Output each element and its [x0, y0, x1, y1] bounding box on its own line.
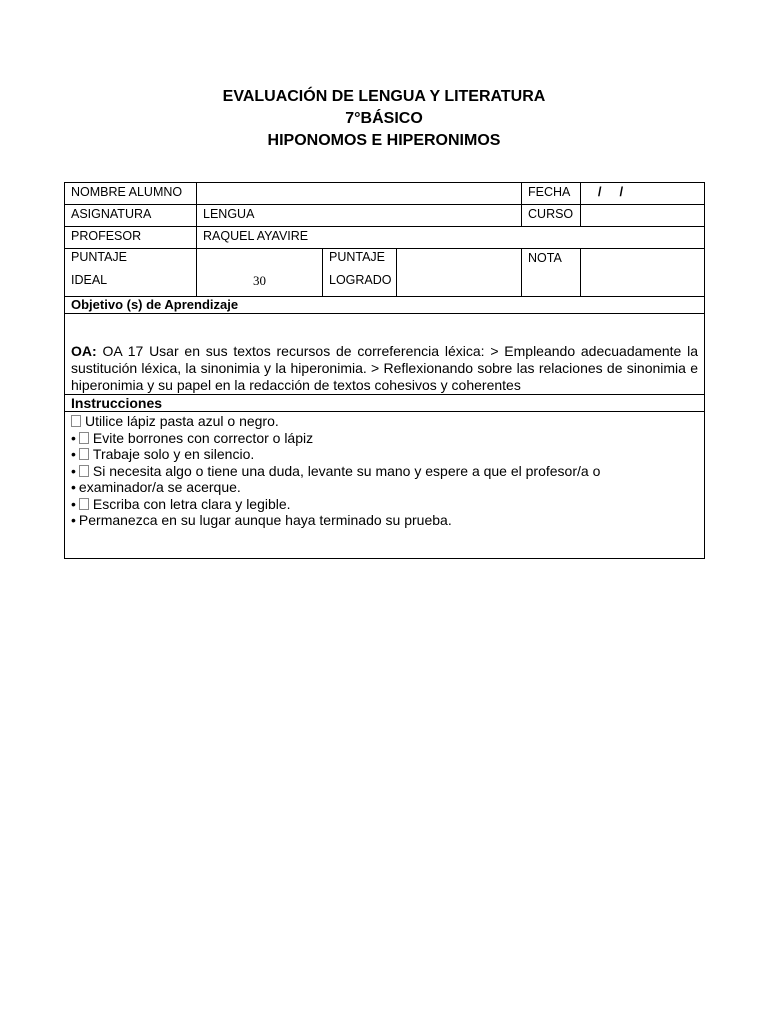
checkbox-glyph-icon — [79, 448, 89, 460]
row-nombre — [65, 183, 705, 205]
instruction-item: • Trabaje solo y en silencio. — [71, 446, 255, 462]
asignatura-value: LENGUA — [197, 205, 522, 227]
asignatura-label: ASIGNATURA — [65, 205, 197, 227]
puntaje-logrado-label — [323, 249, 397, 297]
row-instrucciones-body — [65, 412, 705, 559]
puntaje-logrado-field[interactable] — [397, 249, 522, 297]
instruction-item: Utilice lápiz pasta azul o negro. — [71, 413, 698, 430]
bullet-icon: • — [71, 429, 76, 446]
puntaje-ideal-value: 30 — [197, 249, 323, 297]
curso-field[interactable] — [581, 205, 705, 227]
row-profesor — [65, 227, 705, 249]
row-objetivo-body — [65, 314, 705, 395]
puntaje-ideal-label — [65, 249, 197, 297]
bullet-icon: • — [71, 479, 76, 495]
fecha-field[interactable] — [581, 183, 705, 205]
instruction-item: • Escriba con letra clara y legible. — [71, 495, 291, 512]
grade-level: 7°BÁSICO — [345, 110, 423, 127]
puntaje-logrado-label-line2: LOGRADO — [329, 273, 392, 287]
objetivo-title: Objetivo (s) de Aprendizaje — [65, 297, 705, 314]
topic-title: HIPONOMOS E HIPERONIMOS — [267, 132, 501, 149]
nota-field[interactable] — [581, 249, 705, 297]
bullet-icon: • — [71, 462, 76, 479]
nombre-field[interactable] — [197, 183, 522, 205]
fecha-label: FECHA — [522, 183, 581, 205]
checkbox-glyph-icon — [79, 498, 89, 510]
instruction-item: • Permanezca en su lugar aunque haya terminado su prueba. — [71, 512, 452, 528]
puntaje-ideal-label-line1: PUNTAJE — [71, 250, 128, 264]
nota-label: NOTA — [522, 249, 581, 297]
oa-label: OA: — [71, 343, 97, 359]
document-header — [0, 86, 768, 152]
checkbox-glyph-icon — [79, 465, 89, 477]
instruction-item: • examinador/a se acerque. — [71, 479, 241, 495]
puntaje-ideal-label-line2: IDEAL — [71, 273, 108, 287]
row-puntaje — [65, 249, 705, 297]
row-objetivo-header — [65, 297, 705, 314]
oa-description: OA 17 Usar en sus textos recursos de correferencia léxica: > Empleando adecuadamente la sustitución léxica, la sinonimia y la hiperonimia. > Reflexionando sobre las relaciones de sinonimia e hiperonimia y su papel en la redacción de textos cohesivos y coherentes — [71, 343, 699, 393]
profesor-label: PROFESOR — [65, 227, 197, 249]
evaluation-form-table — [64, 182, 705, 559]
instruction-item: • Si necesita algo o tiene una duda, levante su mano y espere a que el profesor/a o — [71, 462, 601, 479]
profesor-value: RAQUEL AYAVIRE — [197, 227, 705, 249]
row-asignatura — [65, 205, 705, 227]
instrucciones-title: Instrucciones — [65, 395, 705, 412]
objetivo-text — [65, 314, 705, 395]
fecha-value: / / — [587, 184, 624, 199]
bullet-icon: • — [71, 446, 76, 462]
nombre-label: NOMBRE ALUMNO — [65, 183, 197, 205]
document-title: EVALUACIÓN DE LENGUA Y LITERATURA — [222, 88, 546, 105]
checkbox-glyph-icon — [71, 415, 81, 427]
checkbox-glyph-icon — [79, 432, 89, 444]
bullet-icon: • — [71, 495, 76, 512]
puntaje-logrado-label-line1: PUNTAJE — [329, 250, 386, 264]
instrucciones-list — [65, 412, 705, 559]
instruction-item: • Evite borrones con corrector o lápiz — [71, 429, 314, 446]
curso-label: CURSO — [522, 205, 581, 227]
row-instrucciones-header — [65, 395, 705, 412]
bullet-icon: • — [71, 512, 76, 528]
